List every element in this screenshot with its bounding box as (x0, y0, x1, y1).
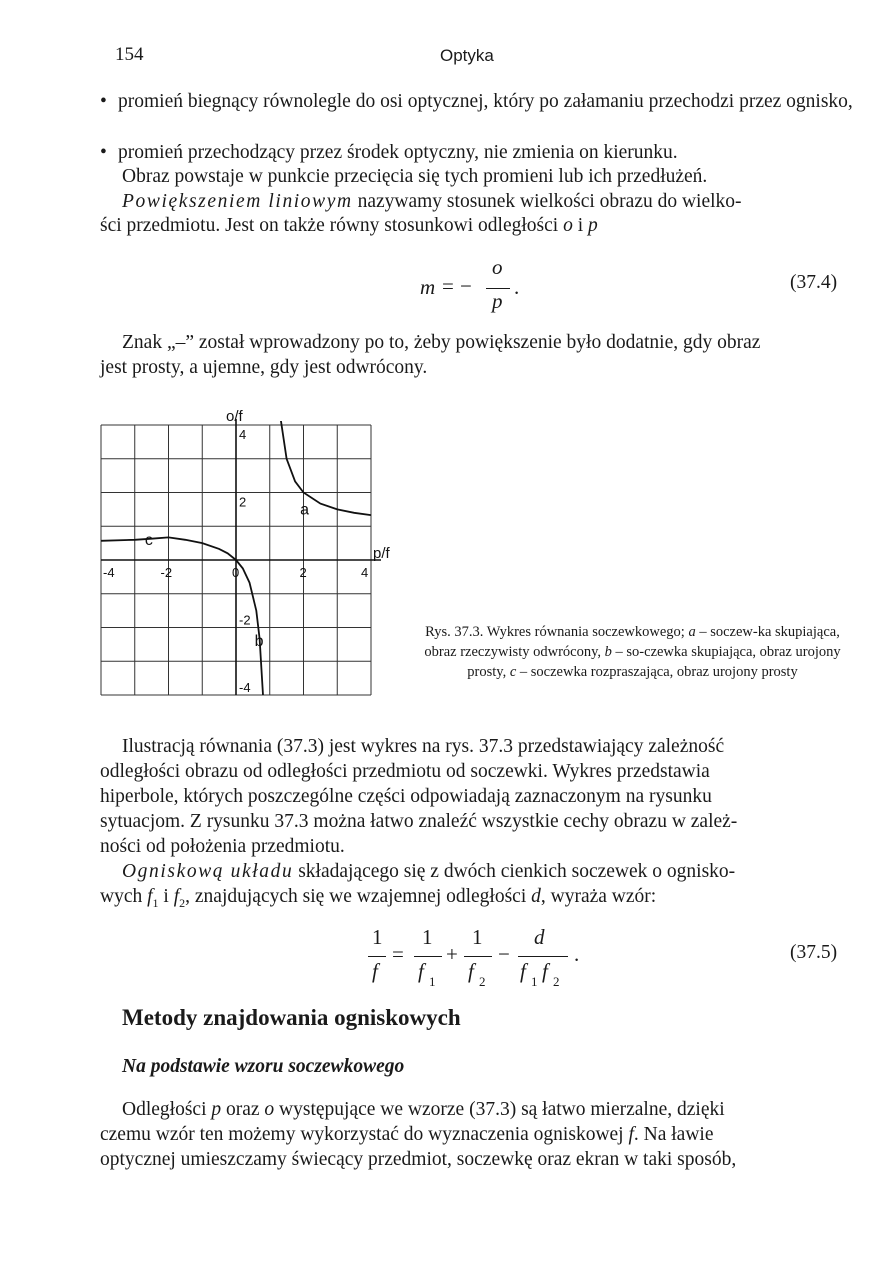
paragraph-illustration-line2: odległości obrazu od odległości przedmiotu od soczewki. Wykres przedstawia (100, 761, 710, 782)
eq-lhs: m (420, 275, 436, 299)
eq-f: f (372, 959, 378, 983)
fraction-bar (414, 956, 442, 957)
paragraph-method-line2 (100, 1123, 847, 1147)
x-tick-label: 2 (299, 565, 307, 580)
eq-subscript-1: 1 (531, 974, 538, 989)
y-tick-label: 4 (239, 427, 247, 442)
bullet-marker: • (100, 142, 107, 163)
eq-f2: f (542, 959, 548, 983)
paragraph-image-formation: Obraz powstaje w punkcie przecięcia się tych promieni lub ich przedłużeń. (122, 166, 708, 187)
paragraph-illustration-line4: sytuacjom. Z rysunku 37.3 można łatwo znaleźć wszystkie cechy obrazu w zależ- (100, 811, 738, 832)
caption-text: – so-czewka skupiająca, obraz urojony prosty, (467, 644, 841, 680)
text-span: . Na ławie (633, 1124, 714, 1145)
var-p: p (211, 1099, 222, 1120)
equation-number-37-5: (37.5) (790, 942, 838, 963)
fraction-bar (368, 956, 386, 957)
eq-equals: = (392, 942, 404, 966)
eq-period: . (514, 275, 520, 299)
eq-one: 1 (372, 925, 383, 949)
text-span: Odległości (122, 1099, 212, 1120)
paragraph-illustration-line1: Ilustracją równania (37.3) jest wykres na rys. 37.3 przedstawiający zależność (122, 736, 725, 757)
text-span: i (572, 215, 588, 236)
bullet-text: promień przechodzący przez środek optyczny, nie zmienia on kierunku. (118, 142, 678, 163)
eq-one: 1 (472, 925, 483, 949)
text-span: ści przedmiotu. Jest on także równy stosunkowi odległości (100, 215, 564, 236)
var-f1: f (147, 886, 153, 907)
paragraph-focal-line1 (122, 860, 847, 884)
paragraph-illustration-line3: hiperbole, których poszczególne części odpowiadają zaznaczonym na rysunku (100, 786, 712, 807)
caption-text: – soczewka rozpraszająca, obraz urojony prosty (516, 664, 798, 680)
text-span: i (158, 886, 174, 907)
var-o: o (264, 1099, 275, 1120)
x-tick-label: 0 (232, 565, 240, 580)
eq-minus: − (460, 274, 472, 298)
eq-numerator: o (492, 255, 503, 279)
figure-caption (415, 622, 850, 682)
eq-subscript-2: 2 (479, 974, 486, 989)
eq-minus: − (498, 942, 510, 966)
var-d: d (531, 886, 541, 907)
bullet-text: promień biegnący równolegle do osi optycznej, który po załamaniu przechodzi przez ognisko, (118, 91, 853, 112)
caption-text: Rys. 37.3. Wykres równania soczewkowego; (425, 624, 689, 640)
x-tick-label: -2 (160, 565, 173, 580)
eq-f1: f (520, 959, 526, 983)
paragraph-magnification-line1 (122, 190, 847, 214)
term-focal-length: Ogniskową układu (122, 861, 294, 882)
term-magnification: Powiększeniem liniowym (122, 191, 353, 212)
caption-var-b: b (604, 644, 612, 660)
equation-number-37-4: (37.4) (790, 272, 838, 293)
text-span: wych (100, 886, 148, 907)
fraction-bar (464, 956, 492, 957)
fraction-bar (518, 956, 568, 957)
text-span: oraz (221, 1099, 265, 1120)
x-tick-label: -4 (103, 565, 115, 580)
y-tick-label: -4 (239, 680, 251, 695)
curve-label-a: a (300, 501, 310, 519)
text-span: występujące we wzorze (37.3) są łatwo mierzalne, dzięki (274, 1099, 725, 1120)
eq-f1: f (418, 959, 424, 983)
text-span: składającego się z dwóch cienkich soczewek o ognisko- (293, 861, 736, 882)
equation-37-4 (420, 255, 540, 325)
bullet-marker: • (100, 91, 107, 112)
equation-37-5 (362, 925, 602, 995)
text-span: , wyraża wzór: (540, 886, 657, 907)
eq-d: d (534, 925, 545, 949)
text-span: , znajdujących się we wzajemnej odległości (185, 886, 532, 907)
eq-denominator: p (492, 289, 503, 313)
x-tick-label: 4 (361, 565, 369, 580)
paragraph-method-line3: optycznej umieszczamy świecący przedmiot, soczewkę oraz ekran w taki sposób, (100, 1149, 737, 1170)
paragraph-magnification-line2 (100, 214, 598, 238)
bullet-item-1 (100, 90, 855, 140)
paragraph-method-line1 (122, 1098, 847, 1122)
eq-equals: = (442, 274, 454, 298)
eq-period: . (574, 942, 580, 966)
curve-label-c: c (144, 531, 153, 549)
text-span: czemu wzór ten możemy wykorzystać do wyznaczenia ogniskowej (100, 1124, 629, 1145)
var-f: f (628, 1124, 634, 1145)
var-f2: f (173, 886, 180, 907)
paragraph-sign-line2: jest prosty, a ujemne, gdy jest odwrócony. (100, 357, 428, 378)
subscript-2: 2 (179, 895, 186, 910)
y-tick-label: 2 (239, 494, 247, 510)
var-p: p (587, 215, 598, 236)
page-number: 154 (115, 44, 144, 65)
y-axis-label: o/f (226, 408, 243, 425)
paragraph-focal-line2 (100, 885, 656, 915)
text-span: nazywamy stosunek wielkości obrazu do wielko- (352, 191, 742, 212)
y-tick-label: -2 (239, 612, 251, 628)
eq-subscript-1: 1 (429, 974, 436, 989)
caption-var-c: c (509, 664, 517, 680)
eq-one: 1 (422, 925, 433, 949)
subsection-heading: Na podstawie wzoru soczewkowego (122, 1056, 405, 1077)
caption-text: – soczew-ka skupiająca, obraz rzeczywisty odwrócony, (424, 624, 840, 660)
eq-plus: + (446, 942, 458, 966)
caption-var-a: a (688, 624, 696, 640)
paragraph-illustration-line5: ności od położenia przedmiotu. (100, 836, 345, 857)
paragraph-sign-line1: Znak „–” został wprowadzony po to, żeby powiększenie było dodatnie, gdy obraz (122, 332, 761, 353)
eq-f2: f (468, 959, 474, 983)
lens-equation-chart (97, 405, 402, 705)
bullet-item-2 (100, 141, 855, 167)
subscript-1: 1 (152, 895, 159, 910)
curve-label-b: b (254, 633, 264, 651)
var-o: o (563, 215, 573, 236)
figure-lens-equation-plot (97, 405, 402, 705)
section-heading: Metody znajdowania ogniskowych (122, 1005, 461, 1030)
x-axis-label: p/f (373, 545, 390, 562)
curve-a (278, 405, 371, 515)
eq-subscript-2: 2 (553, 974, 560, 989)
running-title: Optyka (440, 46, 494, 65)
